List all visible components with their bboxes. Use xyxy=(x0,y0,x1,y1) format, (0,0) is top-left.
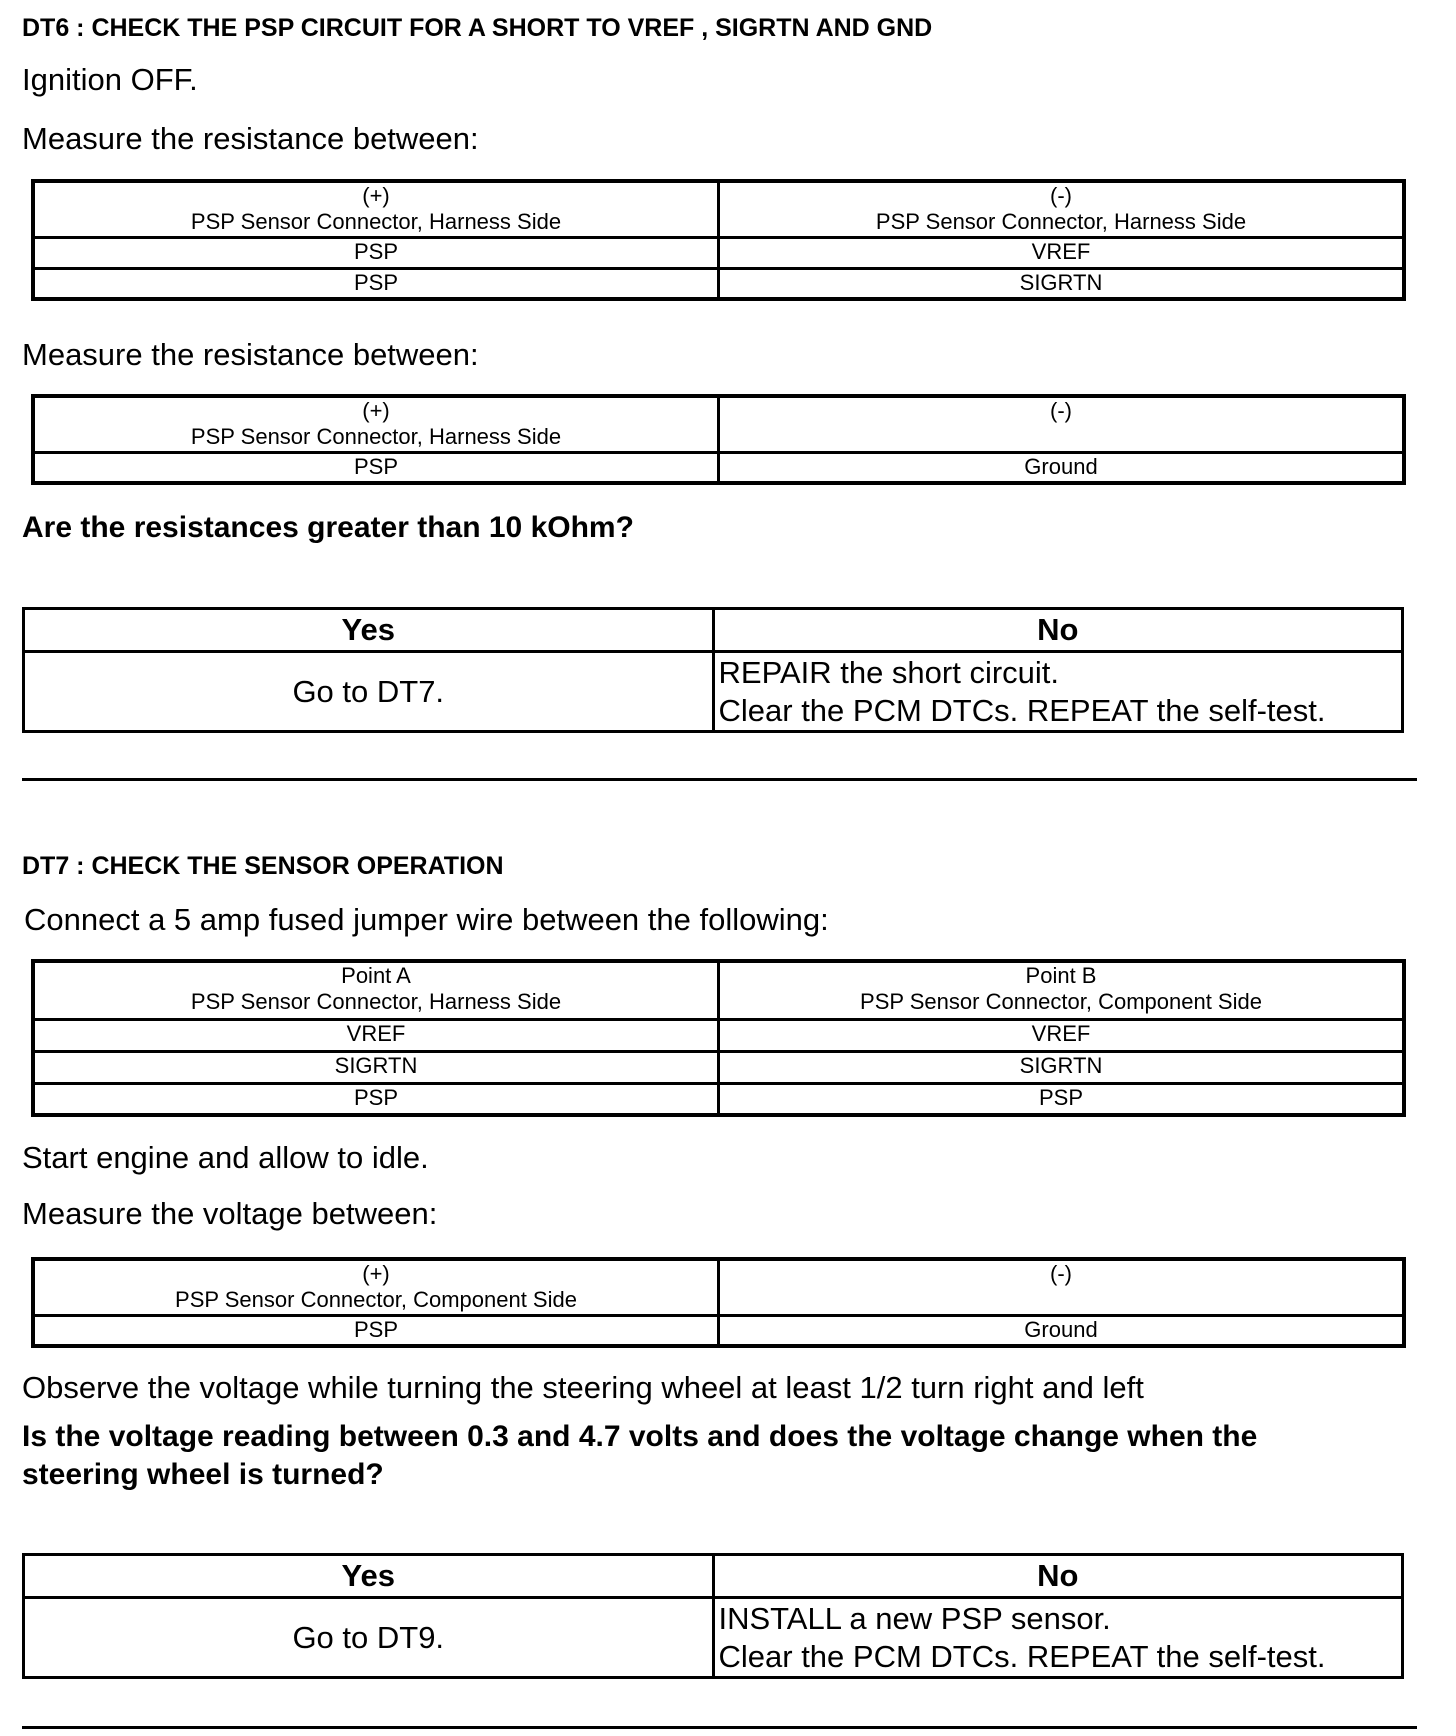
no-header: No xyxy=(713,1555,1403,1598)
dt6-step1: Ignition OFF. xyxy=(22,62,198,97)
dt6-resistance-table-2 xyxy=(31,394,1406,485)
yes-header: Yes xyxy=(24,1555,714,1598)
dt6-measure1: Measure the resistance between: xyxy=(22,121,479,156)
header-minus: (-) xyxy=(719,396,1405,452)
dt6-answer-table xyxy=(22,607,1404,733)
section-divider xyxy=(22,778,1417,781)
dt7-step1: Connect a 5 amp fused jumper wire between the following: xyxy=(24,902,829,937)
yes-header: Yes xyxy=(24,609,714,652)
dt7-title: DT7 : CHECK THE SENSOR OPERATION xyxy=(22,852,504,880)
dt6-title: DT6 : CHECK THE PSP CIRCUIT FOR A SHORT TO VREF , SIGRTN AND GND xyxy=(22,14,933,42)
section-divider xyxy=(22,1726,1417,1729)
dt7-step2: Start engine and allow to idle. xyxy=(22,1140,429,1175)
dt7-answer-table xyxy=(22,1553,1404,1679)
header-point-b: Point B PSP Sensor Connector, Component Side xyxy=(719,961,1405,1019)
table-row: PSP Ground xyxy=(33,452,1404,483)
header-minus: (-) PSP Sensor Connector, Harness Side xyxy=(719,181,1405,237)
table-row: SIGRTN SIGRTN xyxy=(33,1051,1404,1083)
dt7-measure: Measure the voltage between: xyxy=(22,1196,438,1231)
dt6-measure2: Measure the resistance between: xyxy=(22,337,479,372)
table-row: PSP PSP xyxy=(33,1083,1404,1115)
yes-action: Go to DT9. xyxy=(24,1598,714,1678)
dt7-question: Is the voltage reading between 0.3 and 4.7 volts and does the voltage change when the steering wheel is turned? xyxy=(22,1420,1258,1491)
dt7-voltage-table xyxy=(31,1257,1406,1348)
header-plus: (+) PSP Sensor Connector, Harness Side xyxy=(33,396,719,452)
no-header: No xyxy=(713,609,1403,652)
table-row: PSP SIGRTN xyxy=(33,268,1404,299)
table-row: VREF VREF xyxy=(33,1019,1404,1051)
dt6-question: Are the resistances greater than 10 kOhm? xyxy=(22,511,634,544)
header-minus: (-) xyxy=(719,1259,1405,1315)
dt6-resistance-table-1 xyxy=(31,179,1406,301)
header-plus: (+) PSP Sensor Connector, Component Side xyxy=(33,1259,719,1315)
header-point-a: Point A PSP Sensor Connector, Harness Side xyxy=(33,961,719,1019)
dt7-observe: Observe the voltage while turning the steering wheel at least 1/2 turn right and left xyxy=(22,1370,1144,1405)
no-action: REPAIR the short circuit. Clear the PCM DTCs. REPEAT the self-test. xyxy=(713,652,1403,732)
yes-action: Go to DT7. xyxy=(24,652,714,732)
table-row: PSP VREF xyxy=(33,237,1404,268)
table-row: PSP Ground xyxy=(33,1315,1404,1346)
no-action: INSTALL a new PSP sensor. Clear the PCM DTCs. REPEAT the self-test. xyxy=(713,1598,1403,1678)
dt7-jumper-table xyxy=(31,959,1406,1117)
header-plus: (+) PSP Sensor Connector, Harness Side xyxy=(33,181,719,237)
